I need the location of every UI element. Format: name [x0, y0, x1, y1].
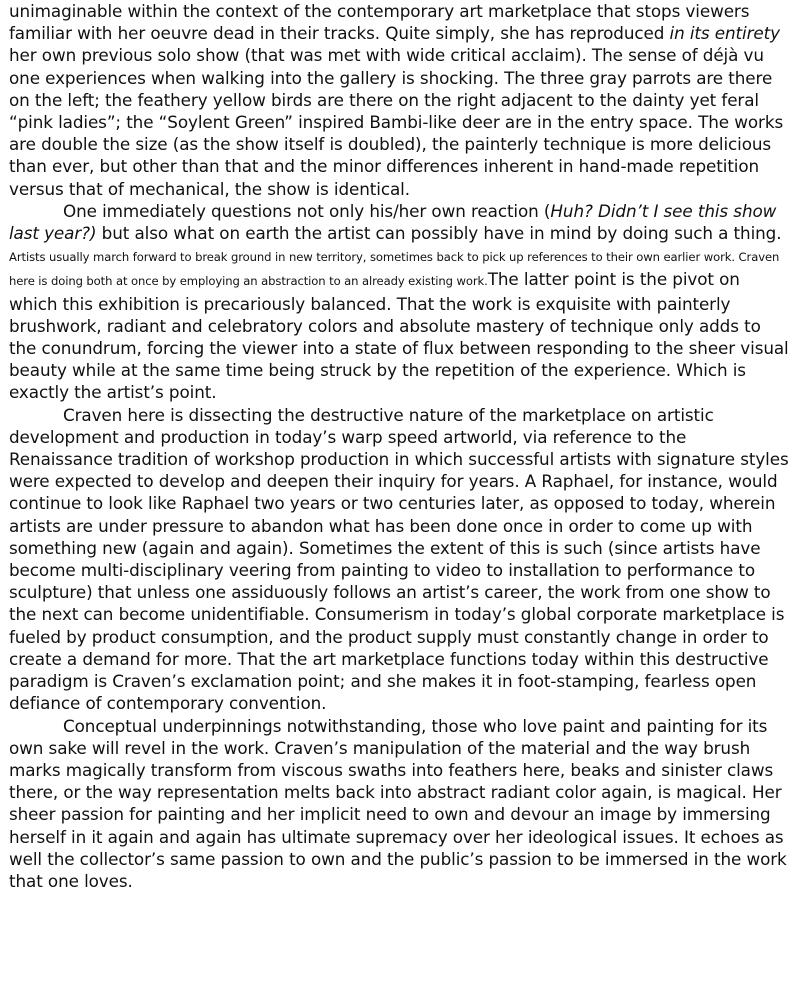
paragraph-3: Craven here is dissecting the destructive nature of the marketplace on artistic development and production in today’s warp speed artworld, via reference to the Renaissance tradition of workshop production in which successful artists with signature styles were expected to develop and deepen their inquiry for years. A Raphael, for instance, would continue to look like Raphael two years or two centuries later, as opposed to today, wherein artists are under pressure to abandon what has been done once in order to come up with something new (again and again). Sometimes the extent of this is such (since artists have become multi-disciplinary veering from painting to video to installation to performance to sculpture) that unless one assiduously follows an artist’s career, the work from one show to the next can become unidentifiable. Consumerism in today’s global corporate marketplace is fueled by product consumption, and the product supply must constantly change in order to create a demand for more. That the art marketplace functions today within this destructive paradigm is Craven’s exclamation point; and she makes it in foot-stamping, fearless open defiance of contemporary convention.: [9, 404, 789, 714]
paragraph-1: [9, 0, 792, 200]
paragraph-1-text-a: unimaginable within the context of the contemporary art marketplace that stops viewers familiar with her oeuvre dead in their tracks. Quite simply, she has reproduced: [9, 1, 750, 44]
paragraph-4: Conceptual underpinnings notwithstanding, those who love paint and painting for its own sake will revel in the work. Craven’s manipulation of the material and the way brush marks magically transform from viscous swaths into feathers here, beaks and sinister claws there, or the way representation melts back into abstract radiant color again, is magical. Her sheer passion for painting and her implicit need to own and devour an image by immersing herself in it again and again has ultimate supremacy over her ideological issues. It echoes as well the collector’s same passion to own and the public’s passion to be immersed in the work that one loves.: [9, 715, 787, 891]
paragraph-2-text-b: but also what on earth the artist can possibly have in mind by doing such a thing.: [96, 223, 782, 244]
paragraph-2-small-text: Artists usually march forward to break ground in new territory, sometimes back to pick up references to their own earlier work. Craven here is doing both at once by employing an abstraction to an already existing work.: [9, 250, 780, 289]
article-body: [9, 0, 792, 892]
paragraph-1-emphasis: in its entirety: [669, 23, 780, 44]
paragraph-2-text-a: One immediately questions not only his/her own reaction (: [63, 200, 551, 221]
paragraph-2: [9, 200, 792, 404]
paragraph-1-text-b: her own previous solo show (that was met with wide critical acclaim). The sense of déjà vu one experiences when walking into the gallery is shocking. The three gray parrots are there on the left; the feathery yellow birds are there on the right adjacent to the dainty yet feral “pink ladies”; the “Soylent Green” inspired Bambi-like deer are in the entry space. The works are double the size (as the show itself is doubled), the painterly technique is more delicious than ever, but other than that and the minor differences inherent in hand-made repetition versus that of mechanical, the show is identical.: [9, 45, 784, 199]
paragraph-2-emphasis: Huh? Didn’t I see this show last year?): [9, 200, 777, 244]
paragraph-2-text-c: The latter point is the pivot on which this exhibition is precariously balanced. That the work is exquisite with painterly brushwork, radiant and celebratory colors and absolute mastery of technique only adds to the conundrum, forcing the viewer into a state of flux between responding to the sheer visual beauty while at the same time being struck by the repetition of the experience. Which is exactly the artist’s point.: [9, 269, 789, 403]
